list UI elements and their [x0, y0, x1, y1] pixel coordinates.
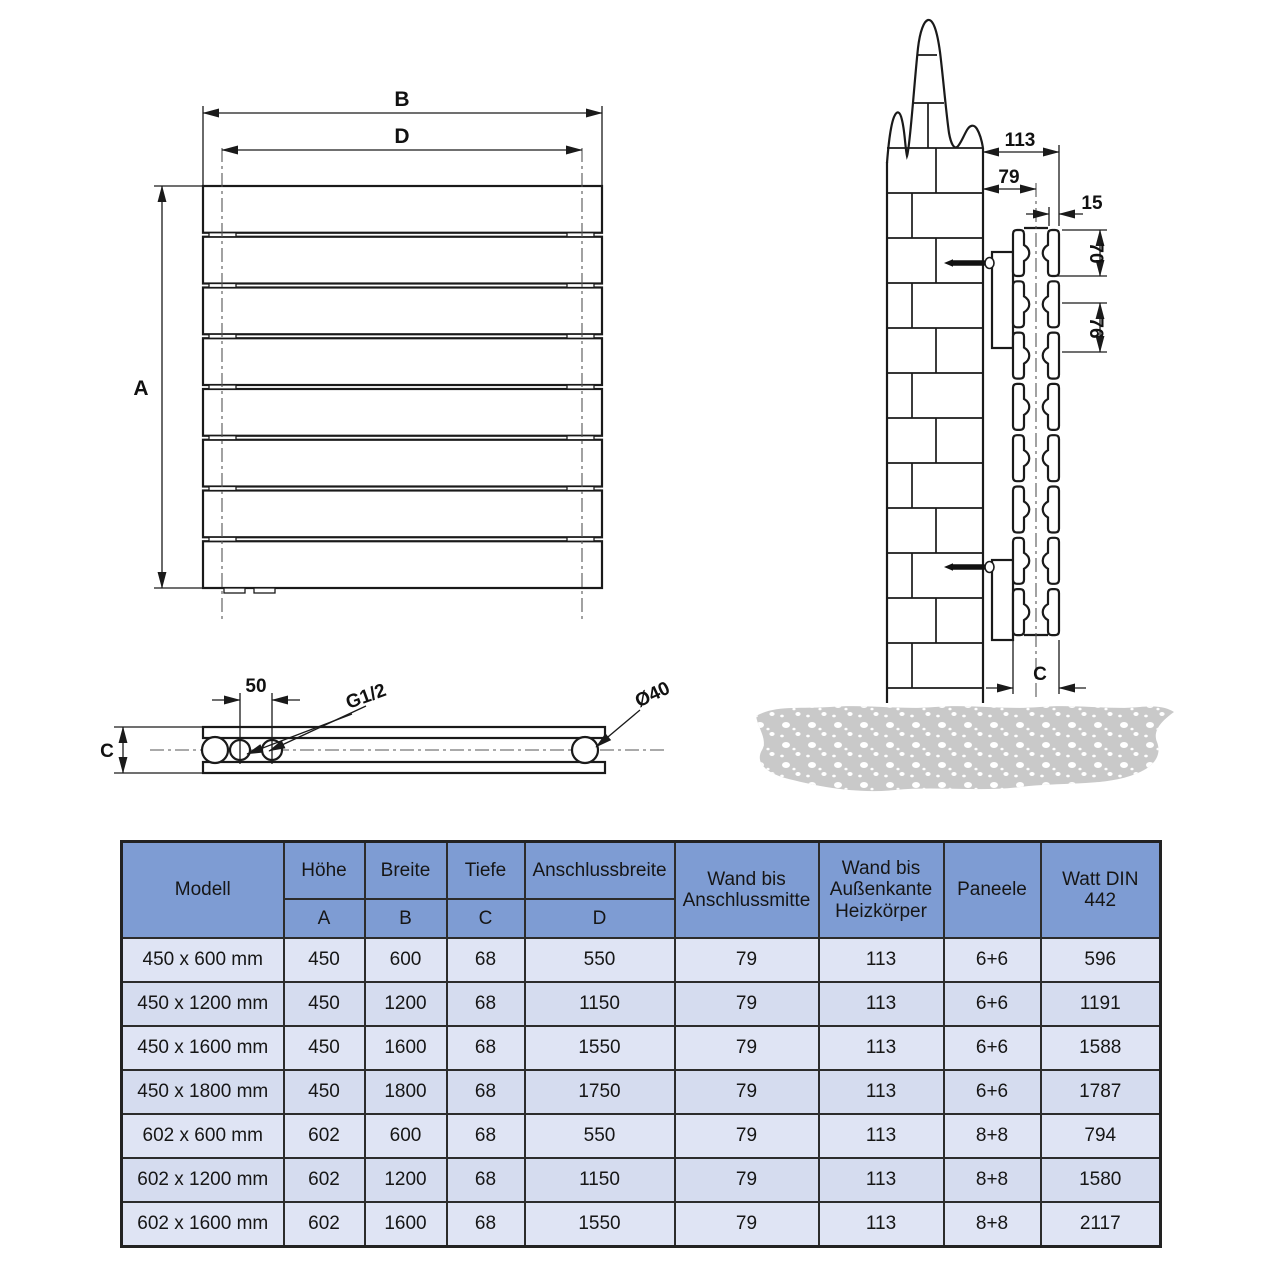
- dim-label-76: 76: [1085, 317, 1106, 339]
- table-cell: 1200: [365, 1158, 447, 1202]
- table-cell: 550: [525, 938, 675, 982]
- table-cell: 79: [675, 1202, 819, 1247]
- table-cell: 2117: [1041, 1202, 1161, 1247]
- table-cell: 113: [819, 1158, 944, 1202]
- dim-label-113: 113: [1004, 130, 1036, 151]
- table-cell: 68: [447, 1114, 525, 1158]
- table-header-row: [122, 842, 1161, 900]
- table-cell: 8+8: [944, 1158, 1041, 1202]
- col-header-tiefe: Tiefe: [447, 842, 525, 900]
- table-cell: 1787: [1041, 1070, 1161, 1114]
- table-cell: 6+6: [944, 1070, 1041, 1114]
- table-cell: 450: [284, 982, 365, 1026]
- table-cell: 113: [819, 1026, 944, 1070]
- table-cell: 113: [819, 982, 944, 1026]
- table-cell: 79: [675, 982, 819, 1026]
- table-cell: 1150: [525, 982, 675, 1026]
- table-cell: 113: [819, 938, 944, 982]
- table-cell: 450: [284, 938, 365, 982]
- table-row: [122, 938, 1161, 982]
- connection-tab: [224, 588, 245, 593]
- dim-label-width-b: B: [394, 88, 410, 111]
- cell-modell: 602 x 1200 mm: [122, 1158, 284, 1202]
- col-header-breite: Breite: [365, 842, 447, 900]
- collector-tube: [202, 737, 228, 763]
- table-cell: 602: [284, 1158, 365, 1202]
- table-cell: 113: [819, 1114, 944, 1158]
- table-cell: 68: [447, 1070, 525, 1114]
- table-cell: 6+6: [944, 938, 1041, 982]
- table-cell: 68: [447, 1158, 525, 1202]
- cell-modell: 450 x 1200 mm: [122, 982, 284, 1026]
- collector-tube: [572, 737, 598, 763]
- wall: [887, 20, 983, 703]
- table-cell: 79: [675, 1158, 819, 1202]
- table-cell: 68: [447, 938, 525, 982]
- cell-modell: 450 x 1800 mm: [122, 1070, 284, 1114]
- table-cell: 79: [675, 1114, 819, 1158]
- dim-label-70: 70: [1085, 242, 1106, 264]
- connection-tab: [254, 588, 275, 593]
- cell-modell: 450 x 600 mm: [122, 938, 284, 982]
- dim-label-height-a: A: [133, 377, 149, 400]
- diameter-label-40: Ø40: [631, 677, 674, 713]
- table-cell: 794: [1041, 1114, 1161, 1158]
- mounting-bracket: [992, 560, 1013, 640]
- table-cell: 602: [284, 1114, 365, 1158]
- table-cell: 450: [284, 1026, 365, 1070]
- table-cell: 596: [1041, 938, 1161, 982]
- mounting-bracket: [992, 252, 1013, 348]
- table-cell: 600: [365, 938, 447, 982]
- dim-label-connection-width-d: D: [394, 125, 410, 148]
- table-cell: 1580: [1041, 1158, 1161, 1202]
- dim-label-15: 15: [1081, 193, 1103, 214]
- dim-label-50: 50: [245, 676, 267, 697]
- table-cell: 79: [675, 1070, 819, 1114]
- cell-modell: 602 x 600 mm: [122, 1114, 284, 1158]
- thread-label-g12: G1/2: [343, 679, 390, 714]
- col-subheader-d: D: [525, 899, 675, 938]
- table-row: [122, 1202, 1161, 1247]
- table-row: [122, 1114, 1161, 1158]
- table-cell: 113: [819, 1202, 944, 1247]
- cell-modell: 450 x 1600 mm: [122, 1026, 284, 1070]
- cell-modell: 602 x 1600 mm: [122, 1202, 284, 1247]
- dim-label-depth-c-bottom: C: [100, 741, 114, 762]
- table-cell: 8+8: [944, 1202, 1041, 1247]
- ground-hatch: [756, 706, 1174, 791]
- table-cell: 450: [284, 1070, 365, 1114]
- wall-screw: [944, 258, 994, 269]
- table-cell: 8+8: [944, 1114, 1041, 1158]
- table-cell: 600: [365, 1114, 447, 1158]
- table-cell: 68: [447, 1026, 525, 1070]
- table-cell: 1800: [365, 1070, 447, 1114]
- table-cell: 1200: [365, 982, 447, 1026]
- table-cell: 602: [284, 1202, 365, 1247]
- table-cell: 1600: [365, 1026, 447, 1070]
- col-header-hoehe: Höhe: [284, 842, 365, 900]
- side-view: [756, 20, 1174, 791]
- table-cell: 1588: [1041, 1026, 1161, 1070]
- col-header-anschlussbreite: Anschlussbreite: [525, 842, 675, 900]
- col-subheader-a: A: [284, 899, 365, 938]
- table-cell: 79: [675, 938, 819, 982]
- col-header-wand-anschlussmitte: Wand bis Anschlussmitte: [675, 842, 819, 939]
- table-cell: 1150: [525, 1158, 675, 1202]
- bottom-view: [100, 676, 673, 773]
- col-header-watt: Watt DIN 442: [1041, 842, 1161, 939]
- table-cell: 1550: [525, 1026, 675, 1070]
- table-cell: 68: [447, 982, 525, 1026]
- table-row: [122, 1026, 1161, 1070]
- table-cell: 79: [675, 1026, 819, 1070]
- table-cell: 68: [447, 1202, 525, 1247]
- table-cell: 113: [819, 1070, 944, 1114]
- dim-label-79: 79: [998, 167, 1020, 188]
- table-row: [122, 1070, 1161, 1114]
- table-row: [122, 1158, 1161, 1202]
- table-cell: 1550: [525, 1202, 675, 1247]
- col-subheader-b: B: [365, 899, 447, 938]
- col-header-paneele: Paneele: [944, 842, 1041, 939]
- wall-screw: [944, 562, 994, 573]
- spec-table: [120, 840, 1162, 1248]
- table-cell: 6+6: [944, 982, 1041, 1026]
- table-cell: 1600: [365, 1202, 447, 1247]
- table-cell: 1191: [1041, 982, 1161, 1026]
- table-row: [122, 982, 1161, 1026]
- wall-break-line: [887, 20, 983, 163]
- radiator-side-profile: [1013, 183, 1059, 700]
- col-header-modell: Modell: [122, 842, 284, 939]
- front-view: [133, 88, 602, 622]
- table-cell: 550: [525, 1114, 675, 1158]
- col-subheader-c: C: [447, 899, 525, 938]
- dim-label-depth-c-side: C: [1033, 664, 1047, 685]
- table-cell: 6+6: [944, 1026, 1041, 1070]
- table-cell: 1750: [525, 1070, 675, 1114]
- col-header-wand-aussenkante: Wand bis Außenkante Heizkörper: [819, 842, 944, 939]
